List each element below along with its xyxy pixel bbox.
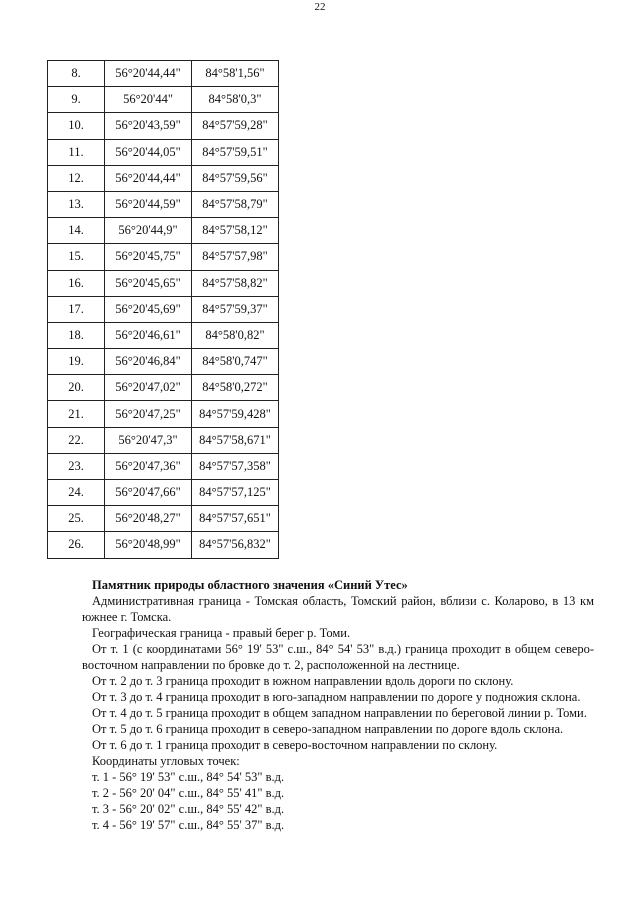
point-number-cell: 21. [48,401,105,427]
table-row [48,401,279,427]
corner-point-line: т. 3 - 56° 20' 02" с.ш., 84° 55' 42" в.д. [92,802,285,816]
point-number-cell: 18. [48,322,105,348]
longitude-cell: 84°58'0,82" [192,322,279,348]
longitude-cell: 84°57'57,358" [192,453,279,479]
latitude-cell: 56°20'48,27" [105,506,192,532]
table-row [48,375,279,401]
point-number-cell: 11. [48,139,105,165]
point-number-cell: 17. [48,296,105,322]
point-number-cell: 23. [48,453,105,479]
latitude-cell: 56°20'48,99" [105,532,192,558]
latitude-cell: 56°20'44,9" [105,218,192,244]
page-number: 22 [314,1,326,13]
point-number-cell: 16. [48,270,105,296]
corner-point-line: т. 2 - 56° 20' 04" с.ш., 84° 55' 41" в.д. [92,786,285,800]
point-number-cell: 15. [48,244,105,270]
table-row [48,113,279,139]
longitude-cell: 84°57'57,98" [192,244,279,270]
latitude-cell: 56°20'44,44" [105,61,192,87]
point-number-cell: 25. [48,506,105,532]
longitude-cell: 84°57'59,28" [192,113,279,139]
latitude-cell: 56°20'47,36" [105,453,192,479]
table-row [48,480,279,506]
point-number-cell: 13. [48,191,105,217]
table-row [48,61,279,87]
point-number-cell: 20. [48,375,105,401]
table-row [48,191,279,217]
longitude-cell: 84°57'58,671" [192,427,279,453]
longitude-cell: 84°57'58,79" [192,191,279,217]
section-paragraph: Географическая граница - правый берег р. Томи. [92,626,351,640]
section-paragraphs [82,593,594,769]
longitude-cell: 84°58'0,747" [192,349,279,375]
table-row [48,296,279,322]
point-number-cell: 10. [48,113,105,139]
longitude-cell: 84°58'0,272" [192,375,279,401]
point-number-cell: 24. [48,480,105,506]
latitude-cell: 56°20'44,44" [105,165,192,191]
section-paragraph: От т. 3 до т. 4 граница проходит в юго-западном направлении по дороге у подножия склона. [92,690,581,704]
section-heading: Памятник природы областного значения «Синий Утес» [92,578,408,592]
longitude-cell: 84°57'59,51" [192,139,279,165]
table-row [48,244,279,270]
section-paragraph: От т. 6 до т. 1 граница проходит в северо-восточном направлении по склону. [92,738,498,752]
longitude-cell: 84°57'57,125" [192,480,279,506]
table-row [48,139,279,165]
latitude-cell: 56°20'45,75" [105,244,192,270]
longitude-cell: 84°57'59,37" [192,296,279,322]
section-paragraph: От т. 5 до т. 6 граница проходит в северо-западном направлении по дороге вдоль склона. [92,722,564,736]
table-row [48,506,279,532]
longitude-cell: 84°57'56,832" [192,532,279,558]
point-number-cell: 26. [48,532,105,558]
latitude-cell: 56°20'43,59" [105,113,192,139]
longitude-cell: 84°57'58,82" [192,270,279,296]
table-row [48,322,279,348]
section-paragraph: От т. 1 (с координатами 56° 19' 53" с.ш., 84° 54' 53" в.д.) граница проходит в общем северо-восточном направлении по бровке до т. 2, расположенной на лестнице. [82,642,594,672]
corner-points-list [82,769,594,833]
latitude-cell: 56°20'44,05" [105,139,192,165]
latitude-cell: 56°20'45,69" [105,296,192,322]
latitude-cell: 56°20'46,61" [105,322,192,348]
latitude-cell: 56°20'47,66" [105,480,192,506]
point-number-cell: 19. [48,349,105,375]
latitude-cell: 56°20'47,3" [105,427,192,453]
longitude-cell: 84°57'57,651" [192,506,279,532]
latitude-cell: 56°20'47,25" [105,401,192,427]
latitude-cell: 56°20'46,84" [105,349,192,375]
coordinates-table [47,60,279,559]
point-number-cell: 12. [48,165,105,191]
corner-point-line: т. 1 - 56° 19' 53" с.ш., 84° 54' 53" в.д. [92,770,285,784]
longitude-cell: 84°58'0,3" [192,87,279,113]
corner-point-line: т. 4 - 56° 19' 57" с.ш., 84° 55' 37" в.д. [92,818,285,832]
point-number-cell: 8. [48,61,105,87]
section-paragraph: От т. 4 до т. 5 граница проходит в общем западном направлении по береговой линии р. Томи. [92,706,587,720]
point-number-cell: 9. [48,87,105,113]
table-row [48,532,279,558]
point-number-cell: 14. [48,218,105,244]
monument-section [82,577,594,833]
table-row [48,165,279,191]
table-row [48,218,279,244]
table-row [48,453,279,479]
table-row [48,349,279,375]
table-row [48,270,279,296]
latitude-cell: 56°20'45,65" [105,270,192,296]
latitude-cell: 56°20'47,02" [105,375,192,401]
table-row [48,87,279,113]
point-number-cell: 22. [48,427,105,453]
section-paragraph: От т. 2 до т. 3 граница проходит в южном направлении вдоль дороги по склону. [92,674,514,688]
table-row [48,427,279,453]
latitude-cell: 56°20'44,59" [105,191,192,217]
longitude-cell: 84°58'1,56" [192,61,279,87]
coordinates-table-body [48,61,279,559]
longitude-cell: 84°57'59,428" [192,401,279,427]
longitude-cell: 84°57'59,56" [192,165,279,191]
section-paragraph: Административная граница - Томская область, Томский район, вблизи с. Коларово, в 13 км южнее г. Томска. [82,594,594,624]
longitude-cell: 84°57'58,12" [192,218,279,244]
section-paragraph: Координаты угловых точек: [92,754,240,768]
latitude-cell: 56°20'44" [105,87,192,113]
